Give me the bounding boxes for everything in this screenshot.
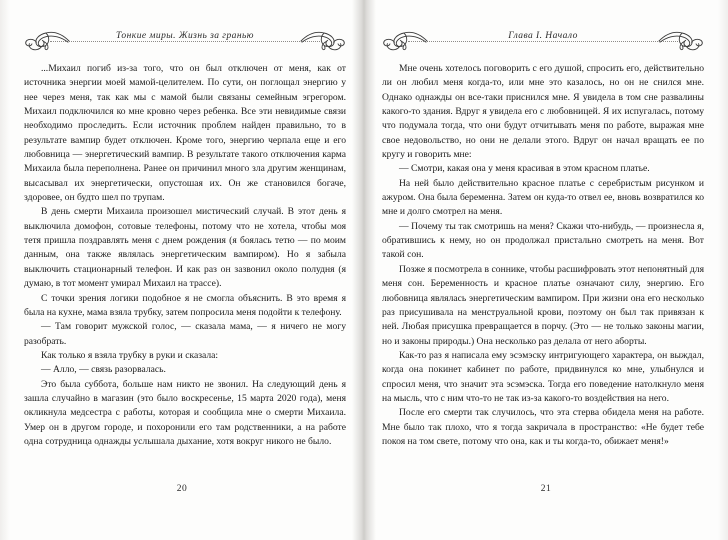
left-page-folio: 20: [176, 484, 188, 494]
right-page-body: [382, 62, 704, 449]
running-head-dotted-rule: [408, 41, 678, 42]
paragraph: — Почему ты так смотришь на меня? Скажи что-нибудь, — произнесла я, обратившись к нему, но он продолжал пристально смотреть на меня. Вот такой сон.: [382, 220, 704, 261]
left-running-head: [24, 22, 346, 56]
right-page-edge-shadow: [718, 0, 728, 540]
paragraph: После его смерти так случилось, что эта стерва обидела меня на работе. Мне было так плохо, что я тогда закричала в пространство: «Не будет тебе покоя на том свете, потому что она, как и ты когда-то, обижает меня!»: [382, 407, 704, 447]
paragraph: — Смотри, какая она у меня красивая в этом красном платье.: [399, 163, 650, 175]
right-page: [364, 0, 728, 540]
right-running-head: [382, 22, 704, 56]
paragraph: С точки зрения логики подобное я не смогла объяснить. В это время я была на кухне, мама взяла трубку, затем попросила меня подойти к телефону.: [24, 292, 346, 318]
paragraph: На ней было действительно красное платье с серебристым рисунком и ажуром. Она была беременна. Затем он куда-то отвел ее, вновь возвратился ко мне и долго смотрел на меня.: [382, 177, 704, 218]
flourish-ornament-icon: [382, 28, 428, 54]
paragraph: — Там говорит мужской голос, — сказала мама, — я ничего не могу разобрать.: [24, 321, 346, 347]
paragraph: Позже я посмотрела в соннике, чтобы расшифровать этот непонятный для меня сон. Беременность и красное платье означают силу, энергию. Его любовница являлась энергетическим вампиром. При жизни она его несколько раз присушивала на менструальной крови, поэтому он был так привязан к ней. Любая присушка превращается в порчу. (Это — не только законы магии, но и законы природы.) Она несколько раз делала от него аборты.: [382, 263, 704, 347]
flourish-ornament-icon: [300, 28, 346, 54]
paragraph: ...Михаил погиб из-за того, что он был отключен от меня, как от источника энергии моей мамой-целителем. По сути, он поглощал энергию у нее через меня, так как мы с мамой были связаны семейным эгрегором. Михаил подключился ко мне кровно через ребенка. Все эти невидимые связи необходимо проследить. Если источник проблем найден правильно, то в результате вампир будет отключен. Кроме того, энергию черпала еще и его любовница — энергетический вампир. В результате такого отключения карма Михаила была переполнена. Ранее он причинил много зла другим женщинам, высасывал их энергетически, опустошая их. Он же становился богаче, здоровее, он будто шел по трупам.: [24, 63, 346, 204]
paragraph: Как только я взяла трубку в руки и сказала:: [41, 349, 219, 361]
left-page-edge-shadow: [0, 0, 10, 540]
left-running-head-text: Тонкие миры. Жизнь за гранью: [108, 31, 262, 41]
running-head-dotted-rule: [50, 41, 320, 42]
right-running-head-text: Глава I. Начало: [500, 31, 586, 41]
flourish-ornament-icon: [658, 28, 704, 54]
paragraph: В день смерти Михаила произошел мистический случай. В этот день я выключила домофон, сотовые телефоны, потому что не хотела, чтобы моя тетя пришла поздравлять меня с днем рождения (я боялась тетю — по моим данным, она также являлась энергетическим вампиром). Но я забыла выключить стационарный телефон. И как раз он зазвонил около полудня (я думаю, в тот момент умирал Михаил на трассе).: [24, 206, 346, 290]
flourish-ornament-icon: [24, 28, 70, 54]
right-page-folio: 21: [540, 484, 552, 494]
paragraph: — Алло, — связь разорвалась.: [41, 364, 166, 376]
left-page-body: [24, 62, 346, 449]
paragraph: Как-то раз я написала ему эсэмэску интригующего характера, он выждал, когда она покинет кабинет по работе, придвинулся ко мне, улыбнулся и спросил меня, что значит эта эсэмэска. Тогда его поведение натолкнуло меня на мысль, что с ним что-то не так из-за какого-то воздействия на него.: [382, 349, 704, 404]
paragraph: Это была суббота, больше нам никто не звонил. На следующий день я зашла случайно в магазин (это было воскресенье, 15 марта 2020 года), меня окликнула медсестра с работы, которая и сообщила мне о смерти Михаила. Умер он в другом городе, и похоронили его там родственники, а на работе одна сотрудница однажды услышала дыхание, хотя вокруг никого не было.: [24, 378, 346, 447]
paragraph: Мне очень хотелось поговорить с его душой, спросить его, действительно ли он любил меня когда-то, или мне это казалось, но он не снился мне. Однако однажды он все-таки приснился мне. Я увидела в том сне развалины какого-то здания. Вдруг я увидела его с любовницей. Я их испугалась, потому что подумала тогда, что они будут отчитывать меня по работе, выражая мне свое недовольство, но они не делали этого. Вдруг он начал вращать ее по кругу и говорить мне:: [382, 63, 704, 161]
